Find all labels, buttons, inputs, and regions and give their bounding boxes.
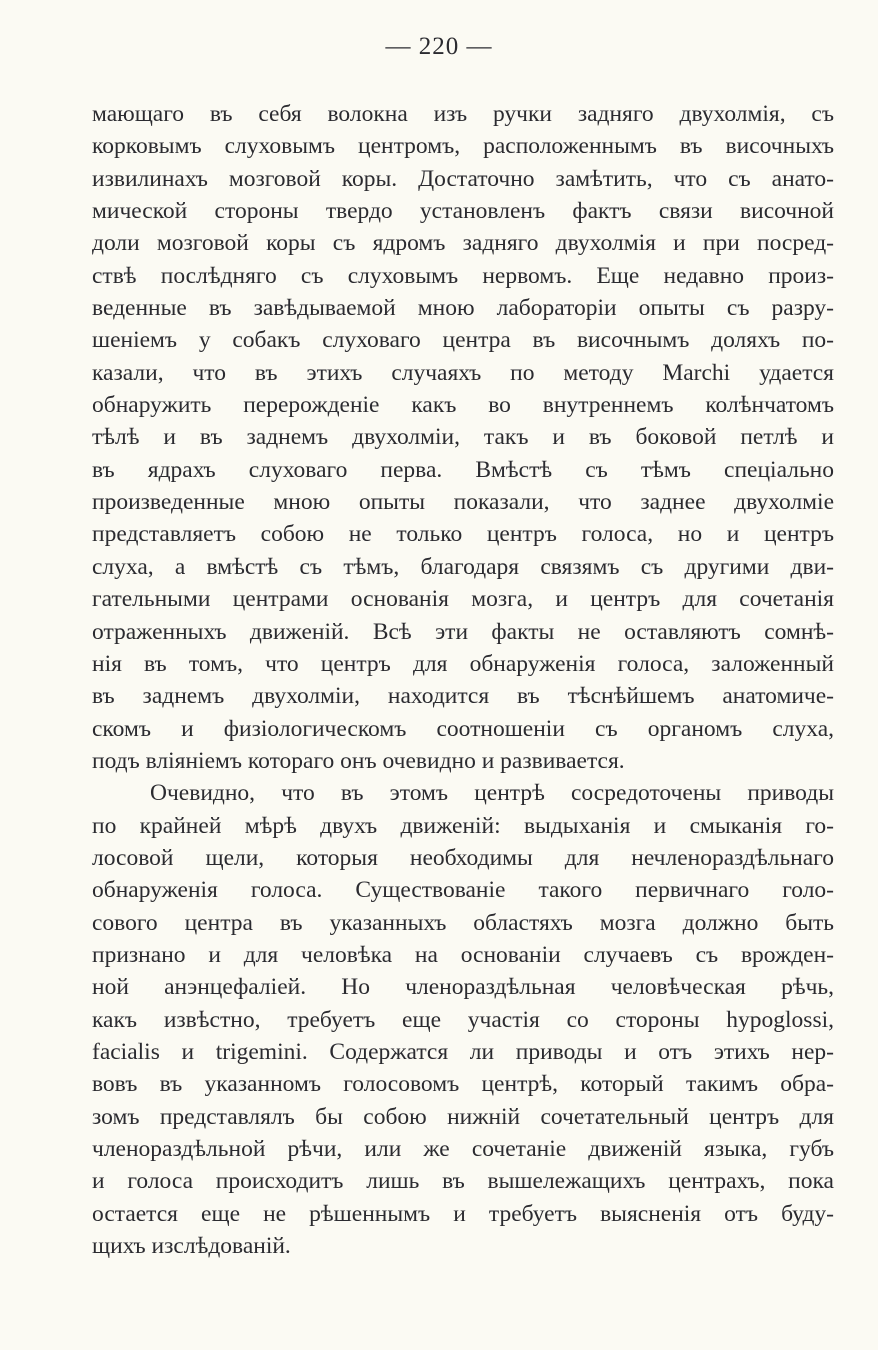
text-line: остается еще не рѣшеннымъ и требуетъ выясненія отъ буду- xyxy=(92,1200,834,1227)
text-line: признано и для человѣка на основаніи случаевъ съ врожден- xyxy=(92,941,834,968)
text-line: представляетъ собою не только центръ голоса, но и центръ xyxy=(92,521,834,548)
text-line: вовъ въ указанномъ голосовомъ центрѣ, который такимъ обра- xyxy=(92,1071,834,1098)
text-line: подъ вліяніемъ котораго онъ очевидно и развивается. xyxy=(92,747,625,774)
text-line: зомъ представлялъ бы собою нижній сочетательный центръ для xyxy=(92,1103,834,1130)
text-line: слуха, а вмѣстѣ съ тѣмъ, благодаря связямъ съ другими дви- xyxy=(92,553,834,580)
text-line: казали, что въ этихъ случаяхъ по методу Marchi удается xyxy=(92,359,834,386)
text-line: отраженныхъ движеній. Всѣ эти факты не оставляютъ сомнѣ- xyxy=(92,618,834,645)
paragraph xyxy=(92,98,834,777)
text-line: обнаружить перерожденіе какъ во внутреннемъ колѣнчатомъ xyxy=(92,392,834,419)
text-line: въ заднемъ двухолміи, находится въ тѣснѣйшемъ анатомиче- xyxy=(92,683,834,710)
text-line: произведенные мною опыты показали, что заднее двухолміе xyxy=(92,489,834,516)
text-line: сового центра въ указанныхъ областяхъ мозга должно быть xyxy=(92,909,834,936)
paragraph xyxy=(92,777,834,1262)
text-line: доли мозговой коры съ ядромъ задняго двухолмія и при посред- xyxy=(92,230,834,257)
text-line: гательными центрами основанія мозга, и центръ для сочетанія xyxy=(92,586,834,613)
text-line: ной анэнцефаліей. Но членораздѣльная человѣческая рѣчь, xyxy=(92,974,834,1001)
text-line: и голоса происходитъ лишь въ вышележащихъ центрахъ, пока xyxy=(92,1168,834,1195)
text-line: скомъ и физіологическомъ соотношеніи съ органомъ слуха, xyxy=(92,715,834,742)
text-line: Очевидно, что въ этомъ центрѣ сосредоточены приводы xyxy=(150,780,834,807)
text-line: въ ядрахъ слуховаго перва. Вмѣстѣ съ тѣмъ спеціально xyxy=(92,456,834,483)
text-line: мающаго въ себя волокна изъ ручки задняго двухолмія, съ xyxy=(92,101,834,127)
text-line: щихъ изслѣдованій. xyxy=(92,1233,291,1260)
text-line: по крайней мѣрѣ двухъ движеній: выдыханія и смыканія го- xyxy=(92,812,834,839)
text-line: извилинахъ мозговой коры. Достаточно замѣтить, что съ анато- xyxy=(92,165,834,192)
text-line: корковымъ слуховымъ центромъ, расположеннымъ въ височныхъ xyxy=(92,133,834,160)
text-line: веденные въ завѣдываемой мною лабораторіи опыты съ разру- xyxy=(92,295,834,322)
text-line: лосовой щели, которыя необходимы для нечленораздѣльнаго xyxy=(92,844,834,871)
text-line: ствѣ послѣдняго съ слуховымъ нервомъ. Еще недавно произ- xyxy=(92,262,834,289)
text-line: обнаруженія голоса. Существованіе такого первичнаго голо- xyxy=(92,877,834,904)
text-line: нія въ томъ, что центръ для обнаруженія голоса, заложенный xyxy=(92,650,834,677)
text-line: членораздѣльной рѣчи, или же сочетаніе движеній языка, губъ xyxy=(92,1136,834,1162)
text-line: мической стороны твердо установленъ фактъ связи височной xyxy=(92,198,834,225)
body-text xyxy=(92,98,834,1262)
text-line: тѣлѣ и въ заднемъ двухолміи, такъ и въ боковой петлѣ и xyxy=(92,424,834,451)
page-number: — 220 — xyxy=(385,33,493,60)
text-line: какъ извѣстно, требуетъ еще участія со стороны hypoglossi, xyxy=(92,1006,834,1033)
text-line: шеніемъ у собакъ слуховаго центра въ височнымъ доляхъ по- xyxy=(92,327,834,354)
text-line: facialis и trigemini. Содержатся ли приводы и отъ этихъ нер- xyxy=(92,1038,834,1065)
